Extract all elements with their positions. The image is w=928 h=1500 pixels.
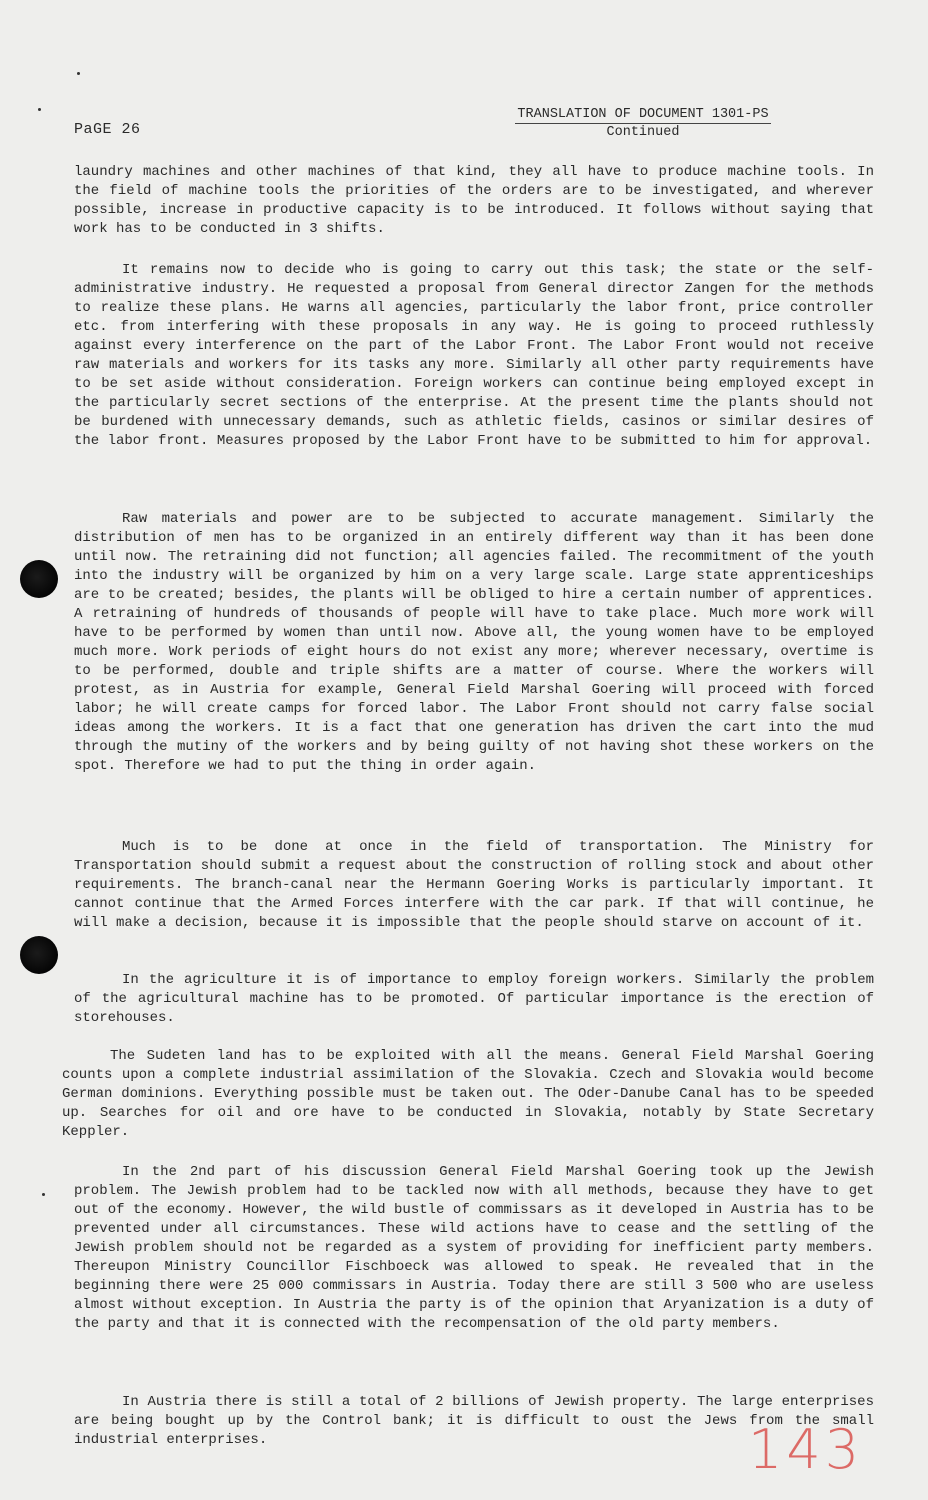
- paragraph-5: In the agriculture it is of importance to employ foreign workers. Similarly the problem of the agricultural machine has to be promoted. Of particular importance is the erection of storehouses.: [74, 972, 874, 1026]
- punch-hole-bottom: [20, 936, 58, 974]
- heading-title: TRANSLATION OF DOCUMENT 1301-PS: [517, 107, 769, 122]
- heading-continued: Continued: [606, 125, 680, 140]
- handwritten-page-stamp: 143: [748, 1418, 864, 1481]
- paragraph-6: The Sudeten land has to be exploited with all the means. General Field Marshal Goering counts upon a complete industrial assimilation of the Slovakia. Czech and Slovakia would become German dominions. Everything possible must be taken out. The Oder-Danube Canal has to be speeded up. Searches for oil and ore have to be conducted in Slovakia, notably by State Secretary Keppler.: [62, 1048, 874, 1140]
- paragraph-4: Much is to be done at once in the field of transportation. The Ministry for Transportation should submit a request about the construction of rolling stock and about other requirements. The branch-canal near the Hermann Goering Works is particularly important. It cannot continue that the Armed Forces interfere with the car park. If that will continue, he will make a decision, because it is impossible that the people should starve on account of it.: [74, 839, 874, 931]
- paragraph-1: laundry machines and other machines of that kind, they all have to produce machine tools. In the field of machine tools the priorities of the orders are to be investigated, and wherever possible, increase in productive capacity is to be introduced. It follows without saying that work has to be conducted in 3 shifts.: [74, 164, 874, 237]
- page-number: PaGE 26: [74, 121, 141, 138]
- paragraph-7: In the 2nd part of his discussion General Field Marshal Goering took up the Jewish problem. The Jewish problem had to be tackled now with all methods, because they have to get out of the economy. However, the wild bustle of commissars as it developed in Austria has to be prevented under all circumstances. These wild actions have to cease and the settling of the Jewish problem should not be regarded as a system of providing for inefficient party members. Thereupon Ministry Councillor Fischboeck was allowed to speak. He revealed that in the beginning there were 25 000 commissars in Austria. Today there are still 3 500 who are useless almost without exception. In Austria the party is of the opinion that Aryanization is a duty of the party and that it is connected with the recompensation of the old party members.: [74, 1164, 874, 1332]
- paragraph-8: In Austria there is still a total of 2 billions of Jewish property. The large enterprises are being bought up by the Control bank; it is difficult to oust the Jews from the small industrial enterprises.: [74, 1394, 874, 1448]
- speck: [77, 72, 80, 75]
- paragraph-2: It remains now to decide who is going to carry out this task; the state or the self-administrative industry. He requested a proposal from General director Zangen for the methods to realize these plans. He warns all agencies, particularly the labor front, price controller etc. from interfering with these proposals in any way. He is going to proceed ruthlessly against every interference on the part of the Labor Front. The Labor Front would not receive raw materials and workers for its tasks any more. Similarly all other party requirements have to be set aside without consideration. Foreign workers can continue being employed except in the particularly secret sections of the enterprise. At the present time the plants should not be burdened with unnecessary demands, such as athletic fields, casinos or similar desires of the labor front. Measures proposed by the Labor Front have to be submitted to him for approval.: [74, 262, 874, 449]
- document-heading: [490, 106, 796, 141]
- speck: [38, 108, 41, 111]
- speck: [42, 1193, 45, 1196]
- paragraph-3: Raw materials and power are to be subjected to accurate management. Similarly the distribution of men has to be organized in an entirely different way than it has been done until now. The retraining did not function; all agencies failed. The recommitment of the youth into the industry will be organized by him on a very large scale. Large state apprenticeships are to be created; besides, the plants will be obliged to hire a certain number of apprentices. A retraining of hundreds of thousands of people will have to take place. Much more work will have to be performed by women than until now. Above all, the young women have to be employed much more. Work periods of eight hours do not exist any more; wherever necessary, overtime is to be performed, double and triple shifts are a matter of course. Where the workers will protest, as in Austria for example, General Field Marshal Goering will proceed with forced labor; he will create camps for forced labor. The Labor Front should not carry false social ideas among the workers. It is a fact that one generation has driven the cart into the mud through the mutiny of the workers and by being guilty of not having shot these workers on the spot. Therefore we had to put the thing in order again.: [74, 511, 874, 774]
- punch-hole-top: [20, 560, 58, 598]
